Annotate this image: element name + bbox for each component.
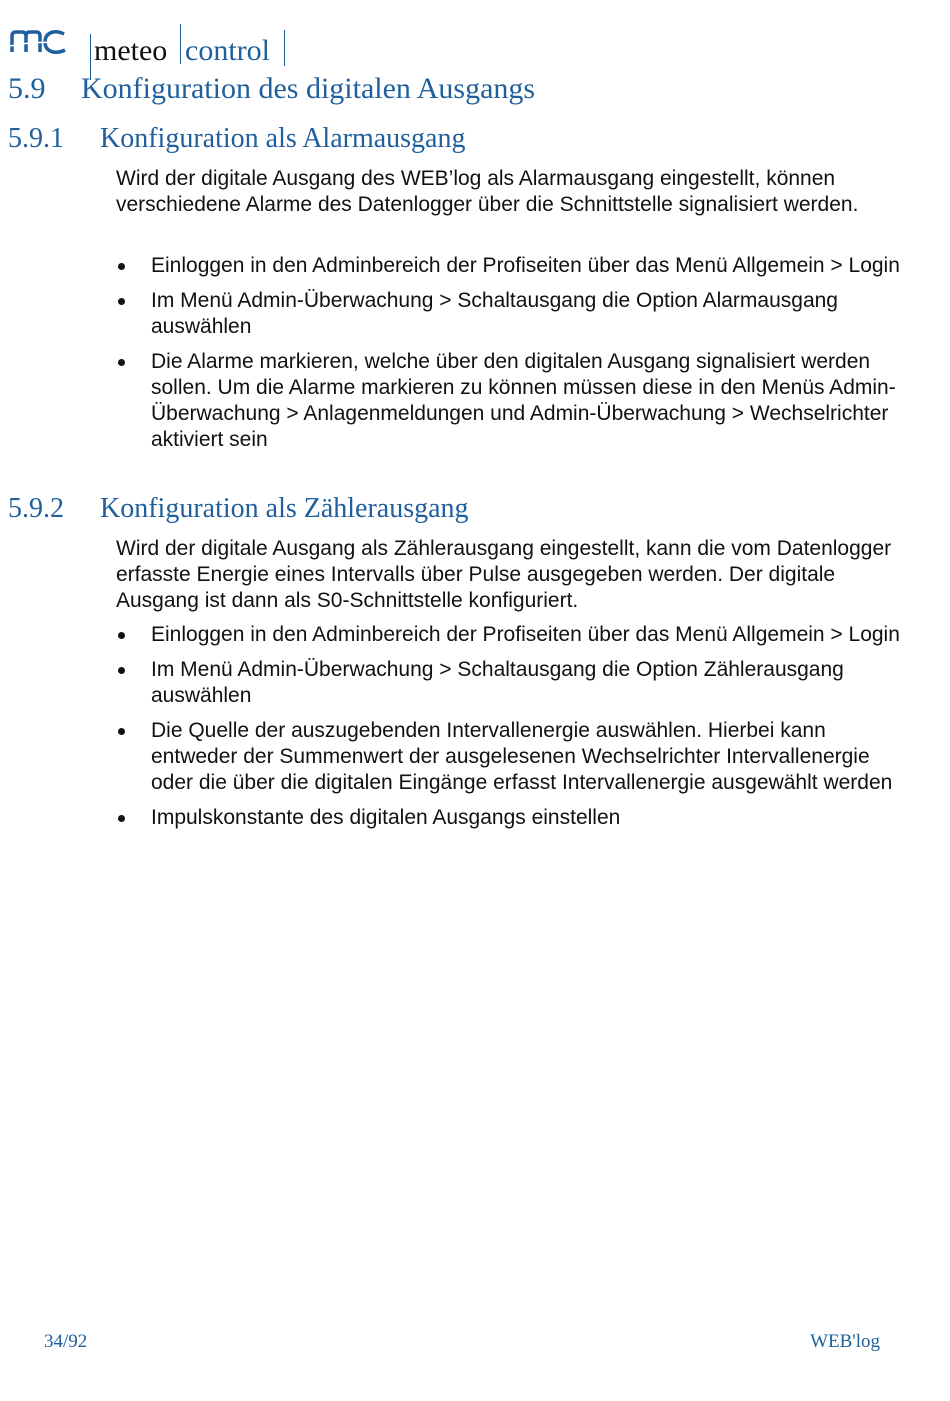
list-item: Einloggen in den Adminbereich der Profiseiten über das Menü Allgemein > Login bbox=[116, 253, 906, 279]
logo-divider bbox=[284, 30, 285, 66]
logo-word-control: control bbox=[185, 34, 270, 67]
list-item: Die Quelle der auszugebenden Intervallenergie auswählen. Hierbei kann entweder der Summenwert der ausgelesenen Wechselrichter Intervallenergie oder die über die digitalen Eingänge erfasst Intervallenergie ausgewählt werden bbox=[116, 718, 906, 796]
subsection-heading-alarm bbox=[8, 123, 465, 155]
alarm-intro-paragraph: Wird der digitale Ausgang des WEB’log als Alarmausgang eingestellt, können verschiedene Alarme des Datenlogger über die Schnittstelle signalisiert werden. bbox=[116, 167, 859, 216]
mc-logo-icon bbox=[10, 26, 68, 56]
section-heading bbox=[8, 72, 535, 106]
list-item: Im Menü Admin-Überwachung > Schaltausgang die Option Zählerausgang auswählen bbox=[116, 657, 906, 709]
header bbox=[10, 12, 410, 72]
product-name: WEB'log bbox=[810, 1331, 880, 1352]
logo-word-meteo: meteo bbox=[94, 34, 168, 67]
subsection-heading-counter bbox=[8, 493, 469, 525]
subsection-title: Konfiguration als Alarmausgang bbox=[100, 123, 466, 154]
list-item: Die Alarme markieren, welche über den digitalen Ausgang signalisiert werden sollen. Um die Alarme markieren zu können müssen diese in den Menüs Admin-Überwachung > Anlagenmeldungen und Admin-Überwachung > Wechselrichter aktiviert sein bbox=[116, 349, 906, 453]
subsection-title: Konfiguration als Zählerausgang bbox=[100, 493, 469, 524]
list-item: Im Menü Admin-Überwachung > Schaltausgang die Option Alarmausgang auswählen bbox=[116, 288, 906, 340]
section-title: Konfiguration des digitalen Ausgangs bbox=[81, 72, 536, 105]
page-number: 34/92 bbox=[44, 1331, 88, 1352]
list-item: Impulskonstante des digitalen Ausgangs einstellen bbox=[116, 805, 906, 831]
subsection-number: 5.9.1 bbox=[8, 123, 64, 154]
logo-divider bbox=[180, 24, 181, 64]
alarm-steps-list bbox=[116, 253, 906, 462]
subsection-number: 5.9.2 bbox=[8, 493, 64, 524]
section-number: 5.9 bbox=[8, 72, 46, 105]
list-item: Einloggen in den Adminbereich der Profiseiten über das Menü Allgemein > Login bbox=[116, 622, 906, 648]
counter-intro-paragraph: Wird der digitale Ausgang als Zählerausgang eingestellt, kann die vom Datenlogger erfasste Energie eines Intervalls über Pulse ausgegeben werden. Der digitale Ausgang ist dann als S0-Schnittstelle konfiguriert. bbox=[116, 537, 892, 612]
counter-steps-list bbox=[116, 622, 906, 840]
